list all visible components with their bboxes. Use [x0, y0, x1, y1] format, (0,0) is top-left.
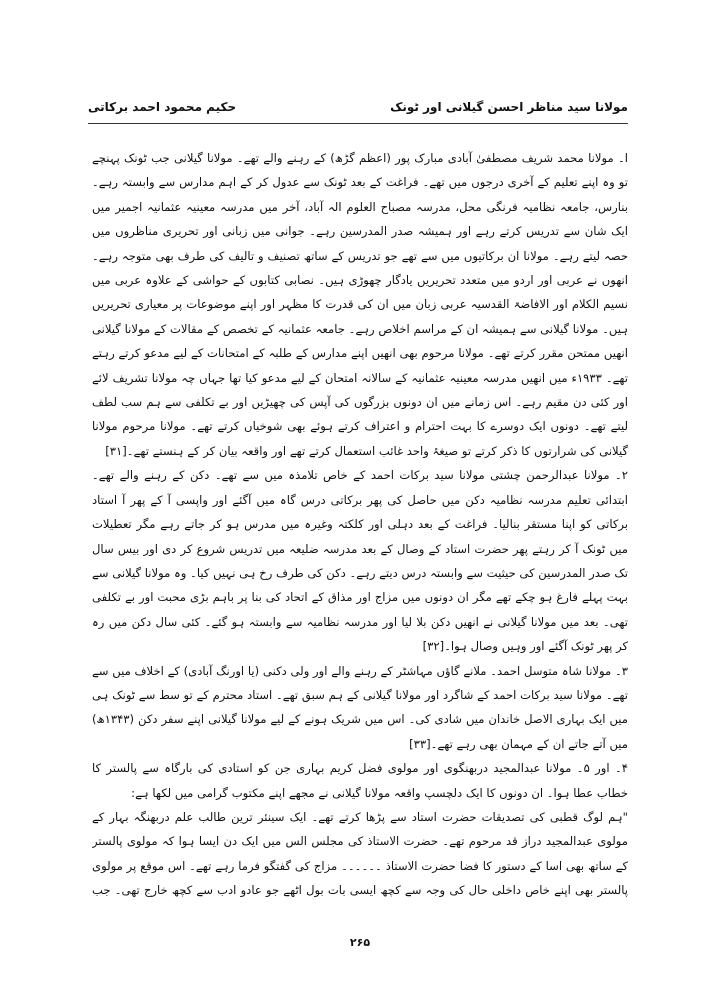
page-number: ۲۶۵ [349, 936, 371, 949]
body-text [92, 146, 628, 906]
paragraph-note-2: ۲۔ مولانا عبدالرحمن چشتی مولانا سید برکات احمد کے خاص تلامذہ میں سے تھے۔ دکن کے رہنے والے تھے۔ ابتدائی تعلیم مدرسہ نظامیہ دکن میں حاصل کی پھر برکاتی درس گاہ میں آگئے اور واپسی آ کے پھر آ استاد برکاتی کو اپنا مستقر بنالیا۔ فراغت کے بعد دہلی اور کلکتہ وغیرہ میں مدرس ہو کر جاتے رہے مگر تعطیلات میں ٹونک آ کر رہتے پھر حضرت استاد کے وصال کے بعد مدرسہ ضلیعہ میں تدریس شروع کر دی اور بیس سال تک صدر المدرسین کی حیثیت سے وابستہ درس دیتے رہے۔ دکن کی طرف رخ ہی نہیں کیا۔ وہ مولانا گیلانی سے بہت پہلے فارغ ہو چکے تھے مگر ان دونوں میں مزاج اور مذاق کے اتحاد کی بنا پر باہم بڑی محبت اور بے تکلفی تھی۔ بعد میں مولانا گیلانی نے انھیں دکن بلا لیا اور مدرسہ نظامیہ سے وابستہ ہو گئے۔ کئی سال دکن میں رہ کر پھر ٹونک آگئے اور وہیں وصال ہوا۔[۳۲] [92, 468, 628, 654]
paragraph-note-3: ۳۔ مولانا شاہ متوسل احمد۔ ملانے گاؤں مہاشٹر کے رہنے والے اور ولی دکنی (یا اورنگ آبادی) کے اخلاف میں سے تھے۔ مولانا سید برکات احمد کے شاگرد اور مولانا گیلانی کے ہم سبق تھے۔ استاد محترم کے تو سط سے ٹونک ہی میں ایک بہاری الاصل خاندان میں شادی کی۔ اس میں شریک ہونے کے لیے مولانا گیلانی اپنے سفر دکن (۱۳۴۳ھ) میں آتے جاتے ان کے مہمان بھی رہے تھے۔[۳۳] [92, 663, 628, 751]
paragraph-note-1: ا۔ مولانا محمد شریف مصطفیٰ آبادی مبارک پور (اعظم گڑھ) کے رہنے والے تھے۔ مولانا گیلانی جب ٹونک پہنچے تو وہ اپنے تعلیم کے آخری درجوں میں تھے۔ فراغت کے بعد ٹونک سے عدول کر کے اہم مدارس سے وابستہ رہے۔ بنارس، جامعہ نظامیہ فرنگی محل، مدرسہ مصباح العلوم الہ آباد، آخر میں مدرسہ معینیہ عثمانیہ اجمیر میں ایک شان سے تدریس کرتے رہے اور ہمیشہ صدر المدرسین رہے۔ جوانی میں زبانی اور تحریری مناظروں میں حصہ لیتے رہے۔ مولانا ان برکاتیوں میں سے تھے جو تدریس کے ساتھ تصنیف و تالیف کی طرف بھی متوجہ رہے۔ انھوں نے عربی اور اردو میں متعدد تحریریں یادگار چھوڑی ہیں۔ نصابی کتابوں کے حواشی کے علاوہ عربی میں نسیم الکلام اور الافاضۃ القدسیہ عربی زبان میں ان کی قدرت کا مظہر اور اپنے موضوعات پر معیاری تحریریں ہیں۔ مولانا گیلانی سے ہمیشہ ان کے مراسم اخلاص رہے۔ جامعہ عثمانیہ کے تخصص کے مقالات کے مولانا گیلانی انھیں ممتحن مقرر کرتے تھے۔ مولانا مرحوم بھی انھیں اپنے مدارس کے طلبہ کے امتحانات کے لیے مدعو کرتے رہتے تھے۔ ۱۹۳۳ء میں انھیں مدرسہ معینیہ عثمانیہ کے سالانہ امتحان کے لیے مدعو کیا تھا جہاں چہ مولانا تشریف لائے اور کئی دن مقیم رہے۔ اس زمانے میں ان دونوں بزرگوں کی آپس کی چھیڑیں اور بے تکلفی سے ہم سب لطف لیتے تھے۔ دونوں ایک دوسرے کا بہت احترام و اعتراف کرتے ہوئے بھی شوخیاں کرتے تھے۔ مولانا مرحوم مولانا گیلانی کی شرارتوں کا ذکر کرتے تو صیغۂ واحد غائب استعمال کرتے تھے اور واقعہ بیان کر کے ہنستے تھے۔[۳۱] [92, 151, 628, 458]
paragraph-note-4-5: ۴۔ اور ۵۔ مولانا عبدالمجید دربھنگوی اور مولوی فضل کریم بہاری جن کو استادی کی بارگاہ سے پالستر کا خطاب عطا ہوا۔ ان دونوں کا ایک دلچسپ واقعہ مولانا گیلانی نے مجھے اپنے مکتوب گرامی میں لکھا ہے: [92, 761, 628, 800]
header-article-title: مولانا سید مناظر احسن گیلانی اور ٹونک [390, 100, 628, 114]
header-author: حکیم محمود احمد برکاتی [88, 100, 237, 114]
header-divider [88, 123, 628, 124]
running-header [88, 100, 628, 120]
paragraph-quotation: "ہم لوگ قطبی کی تصدیقات حضرت استاد سے پڑھا کرتے تھے۔ ایک سینئر ترین طالب علم دربھنگہ بہار کے مولوی عبدالمجید دراز قد مرحوم تھے۔ حضرت الاستاذ کی مجلس الس میں ایک دن ایسا ہوا کہ مولوی پالستر کے ساتھ بھی اسا کے دستور کا فضا حضرت الاستاذ ۔۔۔۔۔۔ مزاج کی گفتگو فرما رہے تھے۔ اس موقع پر مولوی پالستر بھی اپنے خاص داخلی حال کی وجہ سے کچھ ایسی بات بول اٹھے جو عادو ادب سے کچھ خارج تھی۔ جب [92, 809, 628, 898]
